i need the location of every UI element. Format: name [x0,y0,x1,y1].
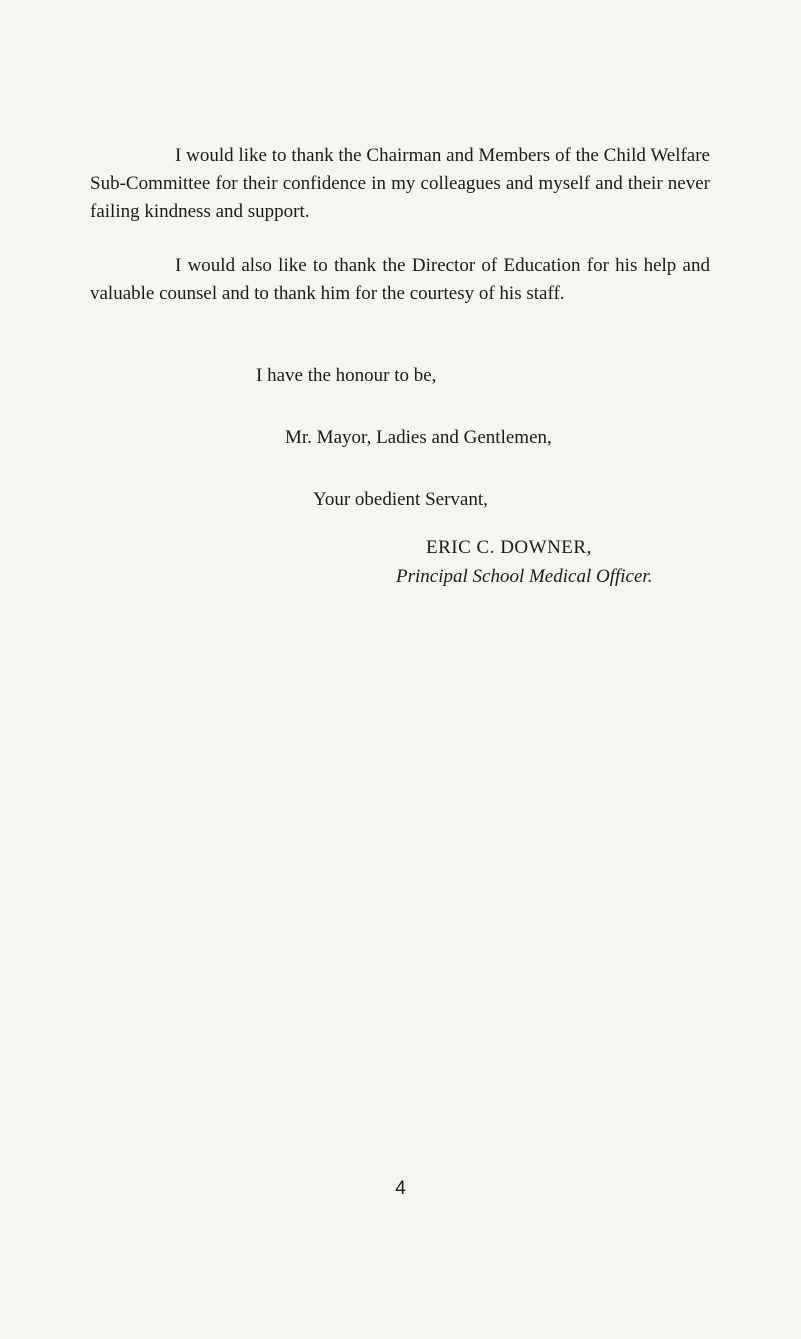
page-number: 4 [395,1178,406,1199]
signature-title: Principal School Medical Officer. [396,566,653,587]
closing-servant: Your obedient Servant, [313,489,488,510]
paragraph-thanks-committee [90,142,710,226]
paragraph-text: I would also like to thank the Director of Education for his help and valuable counsel and to thank him for the courtesy of his staff. [90,255,710,304]
signature-name: ERIC C. DOWNER, [426,537,592,558]
closing-honour: I have the honour to be, [256,365,437,386]
paragraph-text: I would like to thank the Chairman and Members of the Child Welfare Sub-Committee for their confidence in my colleagues and myself and their never failing kindness and support. [90,145,710,222]
closing-salutation: Mr. Mayor, Ladies and Gentlemen, [285,427,552,448]
paragraph-thanks-director [90,252,710,308]
